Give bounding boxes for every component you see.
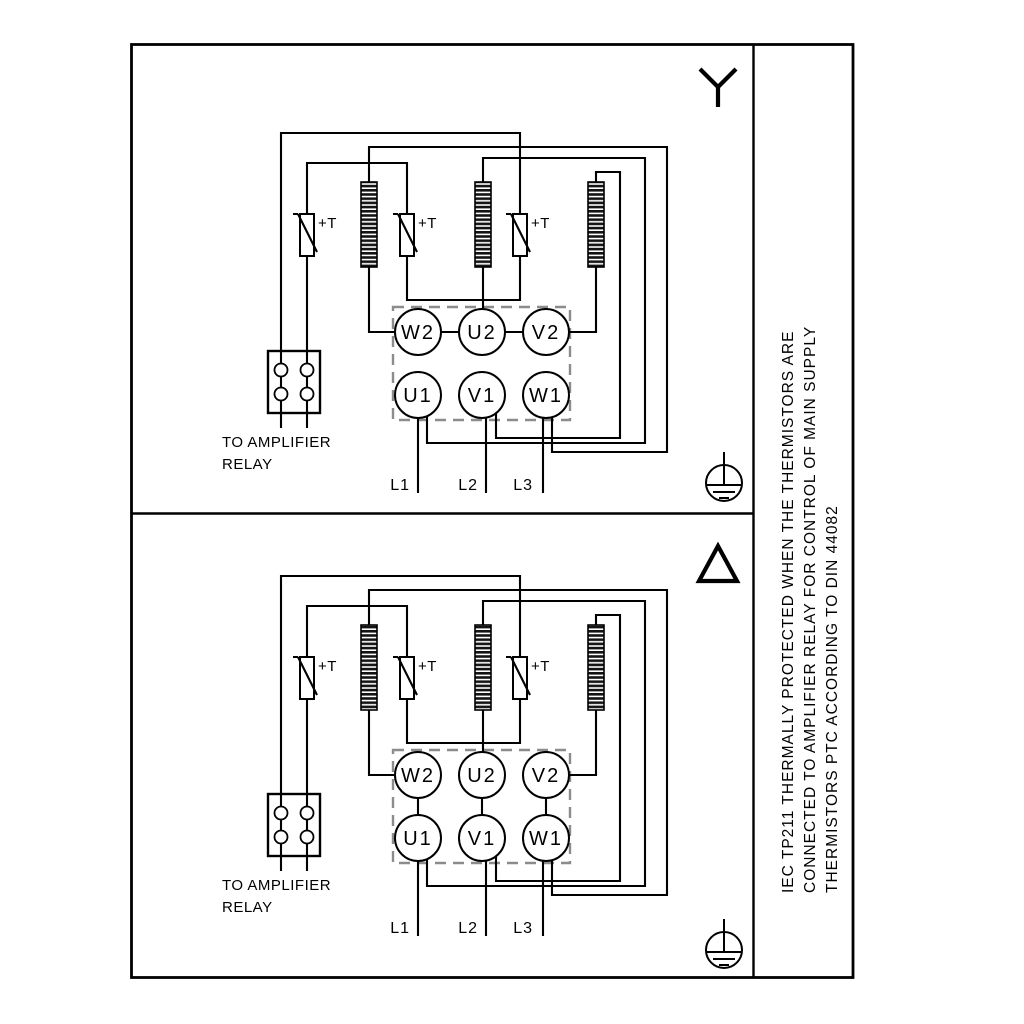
supply-label-l1: L1 [390, 477, 410, 494]
relay-terminal [301, 364, 314, 377]
winding-coils [361, 182, 604, 267]
thermistors [293, 214, 550, 256]
relay-box-outline [268, 351, 320, 413]
winding-coil-2 [475, 182, 491, 267]
side-note-line3: THERMISTORS PTC ACCORDING TO DIN 44082 [824, 505, 841, 893]
thermistor-label: +T [418, 658, 437, 675]
winding-coil-3 [588, 182, 604, 267]
relay-terminal [301, 831, 314, 844]
terminal-block [395, 309, 569, 418]
delta-symbol [699, 546, 737, 581]
winding-coil-1 [361, 625, 377, 710]
relay-box [268, 794, 320, 856]
terminal-label-w2: W2 [401, 322, 435, 344]
relay-terminal [275, 831, 288, 844]
winding-coils [361, 625, 604, 710]
terminal-label-v1: V1 [467, 385, 497, 407]
terminal-label-w2: W2 [401, 765, 435, 787]
relay-note-line1: TO AMPLIFIER [222, 877, 332, 894]
relay-note-line2: RELAY [222, 456, 273, 473]
winding-coil-2 [475, 625, 491, 710]
thermistor-label: +T [531, 658, 550, 675]
thermistor-label: +T [318, 658, 337, 675]
delta-panel [222, 546, 742, 968]
terminal-label-v2: V2 [531, 765, 561, 787]
winding-coil-3 [588, 625, 604, 710]
ground-symbol [706, 452, 742, 501]
relay-terminal [301, 807, 314, 820]
thermistor-label: +T [418, 215, 437, 232]
star-symbol [700, 69, 736, 107]
supply-label-l2: L2 [458, 477, 478, 494]
supply-label-l3: L3 [513, 477, 533, 494]
side-note [780, 326, 841, 893]
thermistor-symbol [506, 657, 550, 699]
terminal-label-u2: U2 [467, 765, 497, 787]
thermistor-symbol [393, 214, 437, 256]
thermistor-label: +T [531, 215, 550, 232]
relay-terminal [275, 807, 288, 820]
terminal-label-u2: U2 [467, 322, 497, 344]
relay-box-outline [268, 794, 320, 856]
supply-label-l3: L3 [513, 920, 533, 937]
thermistors [293, 657, 550, 699]
terminal-label-v2: V2 [531, 322, 561, 344]
terminal-label-w1: W1 [529, 828, 563, 850]
relay-terminal [275, 388, 288, 401]
thermistor-symbol [506, 214, 550, 256]
side-note-line2: CONNECTED TO AMPLIFIER RELAY FOR CONTROL OF MAIN SUPPLY [802, 325, 819, 893]
terminal-label-v1: V1 [467, 828, 497, 850]
terminal-label-u1: U1 [403, 828, 433, 850]
side-note-line1: IEC TP211 THERMALLY PROTECTED WHEN THE THERMISTORS ARE [780, 330, 797, 893]
relay-note-line1: TO AMPLIFIER [222, 434, 332, 451]
star-panel [222, 69, 742, 501]
supply-label-l2: L2 [458, 920, 478, 937]
thermistor-label: +T [318, 215, 337, 232]
terminal-label-u1: U1 [403, 385, 433, 407]
terminal-label-w1: W1 [529, 385, 563, 407]
thermistor-symbol [393, 657, 437, 699]
relay-terminal [301, 388, 314, 401]
relay-box [268, 351, 320, 413]
thermistor-symbol [293, 214, 337, 256]
relay-terminal [275, 364, 288, 377]
supply-label-l1: L1 [390, 920, 410, 937]
relay-note-line2: RELAY [222, 899, 273, 916]
ground-symbol [706, 919, 742, 968]
winding-coil-1 [361, 182, 377, 267]
thermistor-symbol [293, 657, 337, 699]
